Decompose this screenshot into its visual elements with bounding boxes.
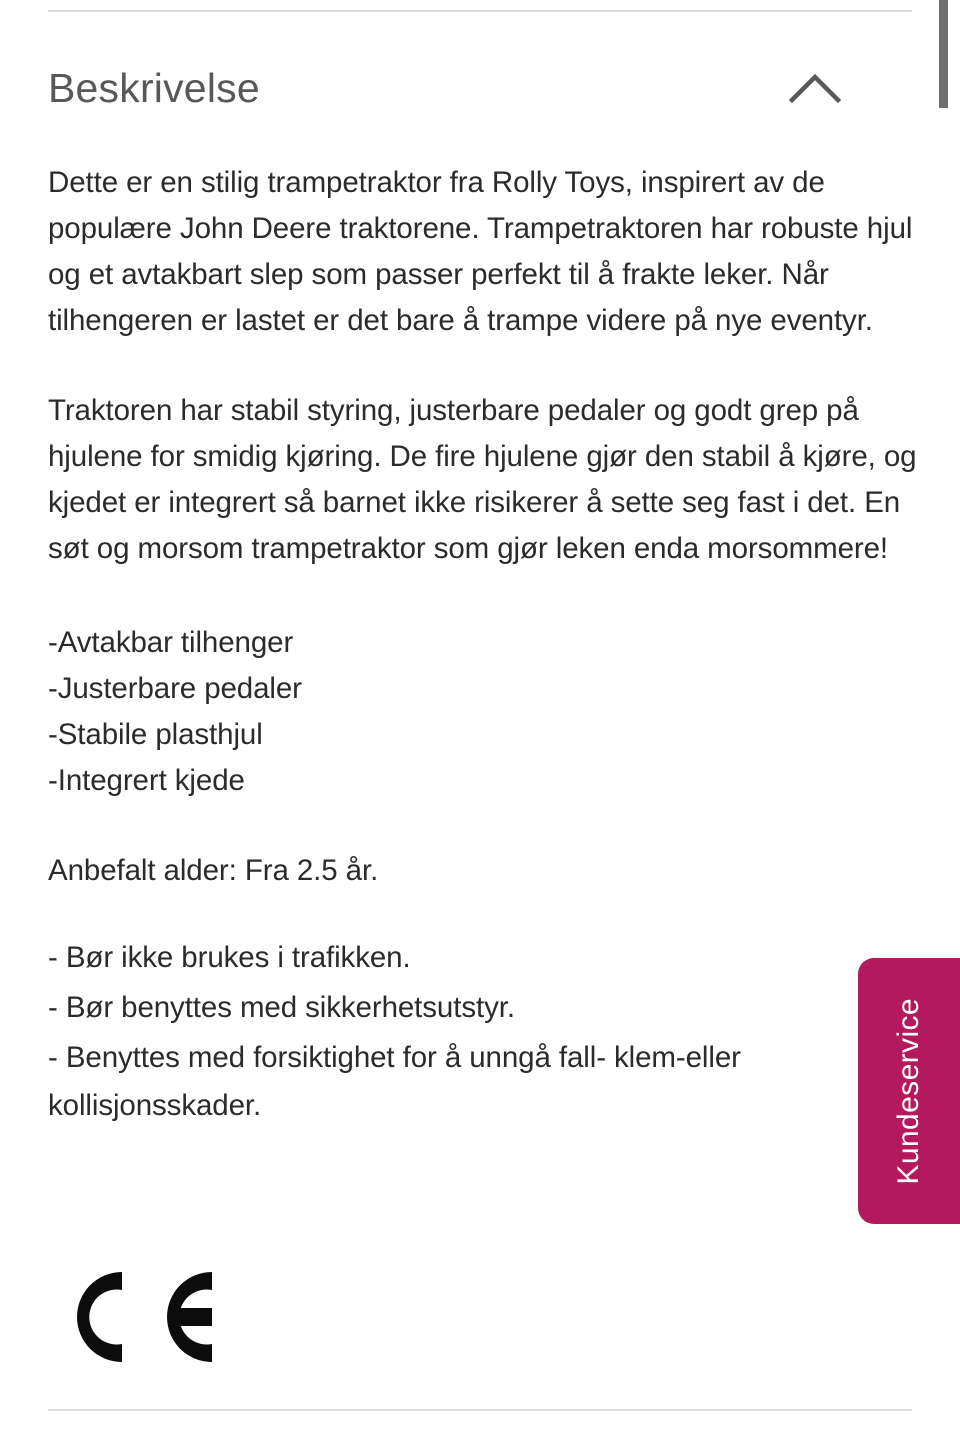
customer-service-tab-label: Kundeservice: [892, 997, 925, 1185]
age-recommendation: Anbefalt alder: Fra 2.5 år.: [48, 854, 379, 887]
feature-list: [48, 620, 920, 804]
scrollbar-thumb[interactable]: [939, 0, 948, 108]
scrollbar-track[interactable]: [939, 0, 948, 1440]
list-item: -Integrert kjede: [48, 764, 245, 797]
warning-list: [48, 934, 838, 1130]
page-title: Beskrivelse: [48, 64, 260, 111]
chevron-up-icon[interactable]: [788, 71, 842, 105]
description-paragraph-2: Traktoren har stabil styring, justerbare pedaler og godt grep på hjulene for smidig kjøring. De fire hjulene gjør den stabil å kjøre, og kjedet er integrert så barnet ikke risikerer å sette seg fast i det. En søt og morsom trampetraktor som gjør leken enda morsommere!: [48, 394, 917, 565]
accordion-header-beskrivelse[interactable]: [48, 58, 868, 118]
ce-mark-icon: [52, 1258, 222, 1376]
divider-bottom: [48, 1409, 912, 1411]
divider-top: [48, 10, 912, 12]
list-item: - Benyttes med forsiktighet for å unngå fall- klem-eller kollisjonsskader.: [48, 1041, 741, 1122]
list-item: - Bør benyttes med sikkerhetsutstyr.: [48, 991, 515, 1024]
description-paragraph-1: Dette er en stilig trampetraktor fra Rolly Toys, inspirert av de populære John Deere traktorene. Trampetraktoren har robuste hjul og et avtakbart slep som passer perfekt til å frakte leker. Når tilhengeren er lastet er det bare å trampe videre på nye eventyr.: [48, 166, 913, 337]
description-body: [48, 160, 920, 1132]
list-item: -Avtakbar tilhenger: [48, 626, 294, 659]
list-item: -Justerbare pedaler: [48, 672, 302, 705]
list-item: - Bør ikke brukes i trafikken.: [48, 941, 411, 974]
list-item: -Stabile plasthjul: [48, 718, 263, 751]
